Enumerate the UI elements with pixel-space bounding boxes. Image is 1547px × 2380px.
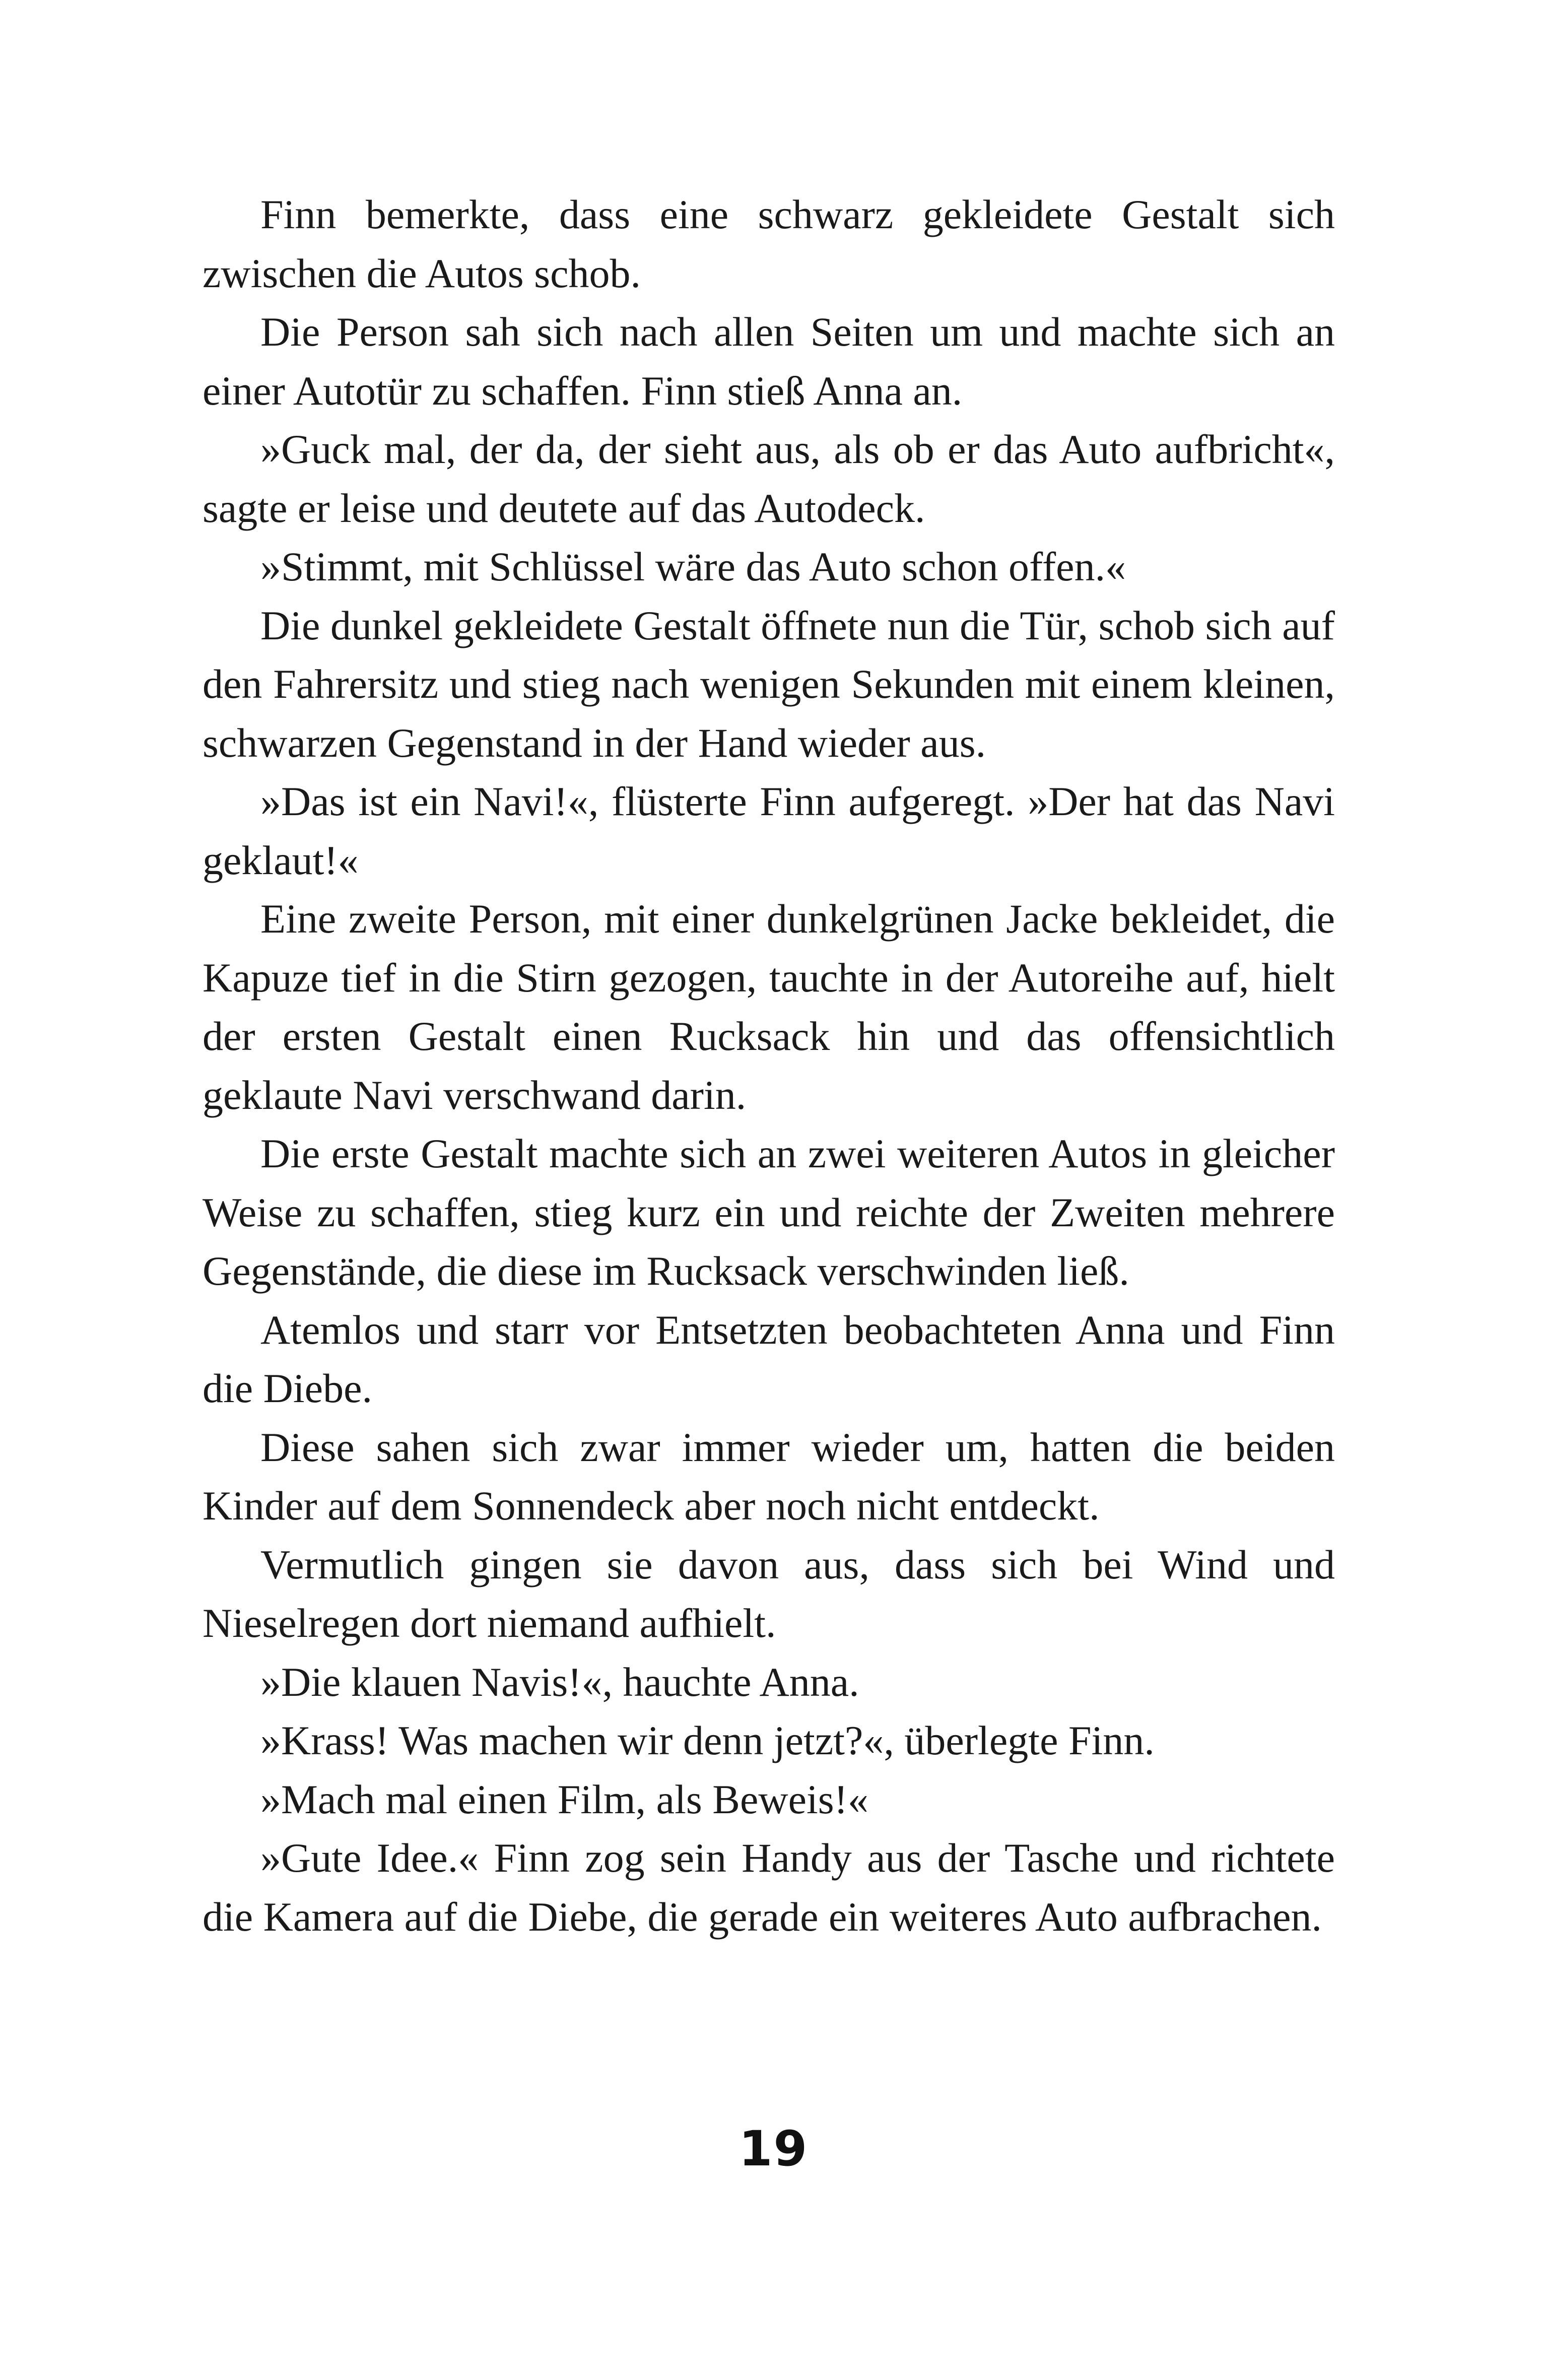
paragraph: Diese sahen sich zwar immer wieder um, hatten die beiden Kinder auf dem Sonnendeck aber noch nicht entdeckt. [203,1424,1335,1529]
paragraph: »Mach mal einen Film, als Beweis!« [260,1776,868,1822]
paragraph: Vermutlich gingen sie davon aus, dass sich bei Wind und Nieselregen dort niemand aufhielt. [203,1541,1335,1646]
paragraph: Eine zweite Person, mit einer dunkelgrünen Jacke bekleidet, die Kapuze tief in die Stirn gezogen, tauchte in der Autoreihe auf, hielt der ersten Gestalt einen Rucksack hin und das offensichtlich geklaute Navi verschwand darin. [203,896,1335,1118]
paragraph: Die dunkel gekleidete Gestalt öffnete nun die Tür, schob sich auf den Fahrersitz und stieg nach wenigen Sekunden mit einem kleinen, schwarzen Gegenstand in der Hand wieder aus. [203,602,1335,766]
body-text [203,185,1335,1946]
paragraph: »Stimmt, mit Schlüssel wäre das Auto schon offen.« [260,544,1126,589]
paragraph: Die erste Gestalt machte sich an zwei weiteren Autos in gleicher Weise zu schaffen, stieg kurz ein und reichte der Zweiten mehrere Gegenstände, die diese im Rucksack verschwinden ließ. [203,1131,1335,1294]
paragraph: Die Person sah sich nach allen Seiten um und machte sich an einer Autotür zu schaffen. Finn stieß Anna an. [203,309,1335,414]
paragraph: »Guck mal, der da, der sieht aus, als ob er das Auto aufbricht«, sagte er leise und deutete auf das Autodeck. [203,426,1335,531]
paragraph: Finn bemerkte, dass eine schwarz gekleidete Gestalt sich zwischen die Autos schob. [203,191,1335,296]
page-number: 19 [738,2121,809,2177]
paragraph: »Die klauen Navis!«, hauchte Anna. [260,1659,859,1705]
paragraph: »Krass! Was machen wir denn jetzt?«, überlegte Finn. [260,1717,1155,1763]
paragraph: Atemlos und starr vor Entsetzten beobachteten Anna und Finn die Diebe. [203,1306,1335,1411]
paragraph: »Das ist ein Navi!«, flüsterte Finn aufgeregt. »Der hat das Navi geklaut!« [203,778,1335,883]
paragraph: »Gute Idee.« Finn zog sein Handy aus der Tasche und richtete die Kamera auf die Diebe, die gerade ein weiteres Auto aufbrachen. [203,1835,1335,1940]
